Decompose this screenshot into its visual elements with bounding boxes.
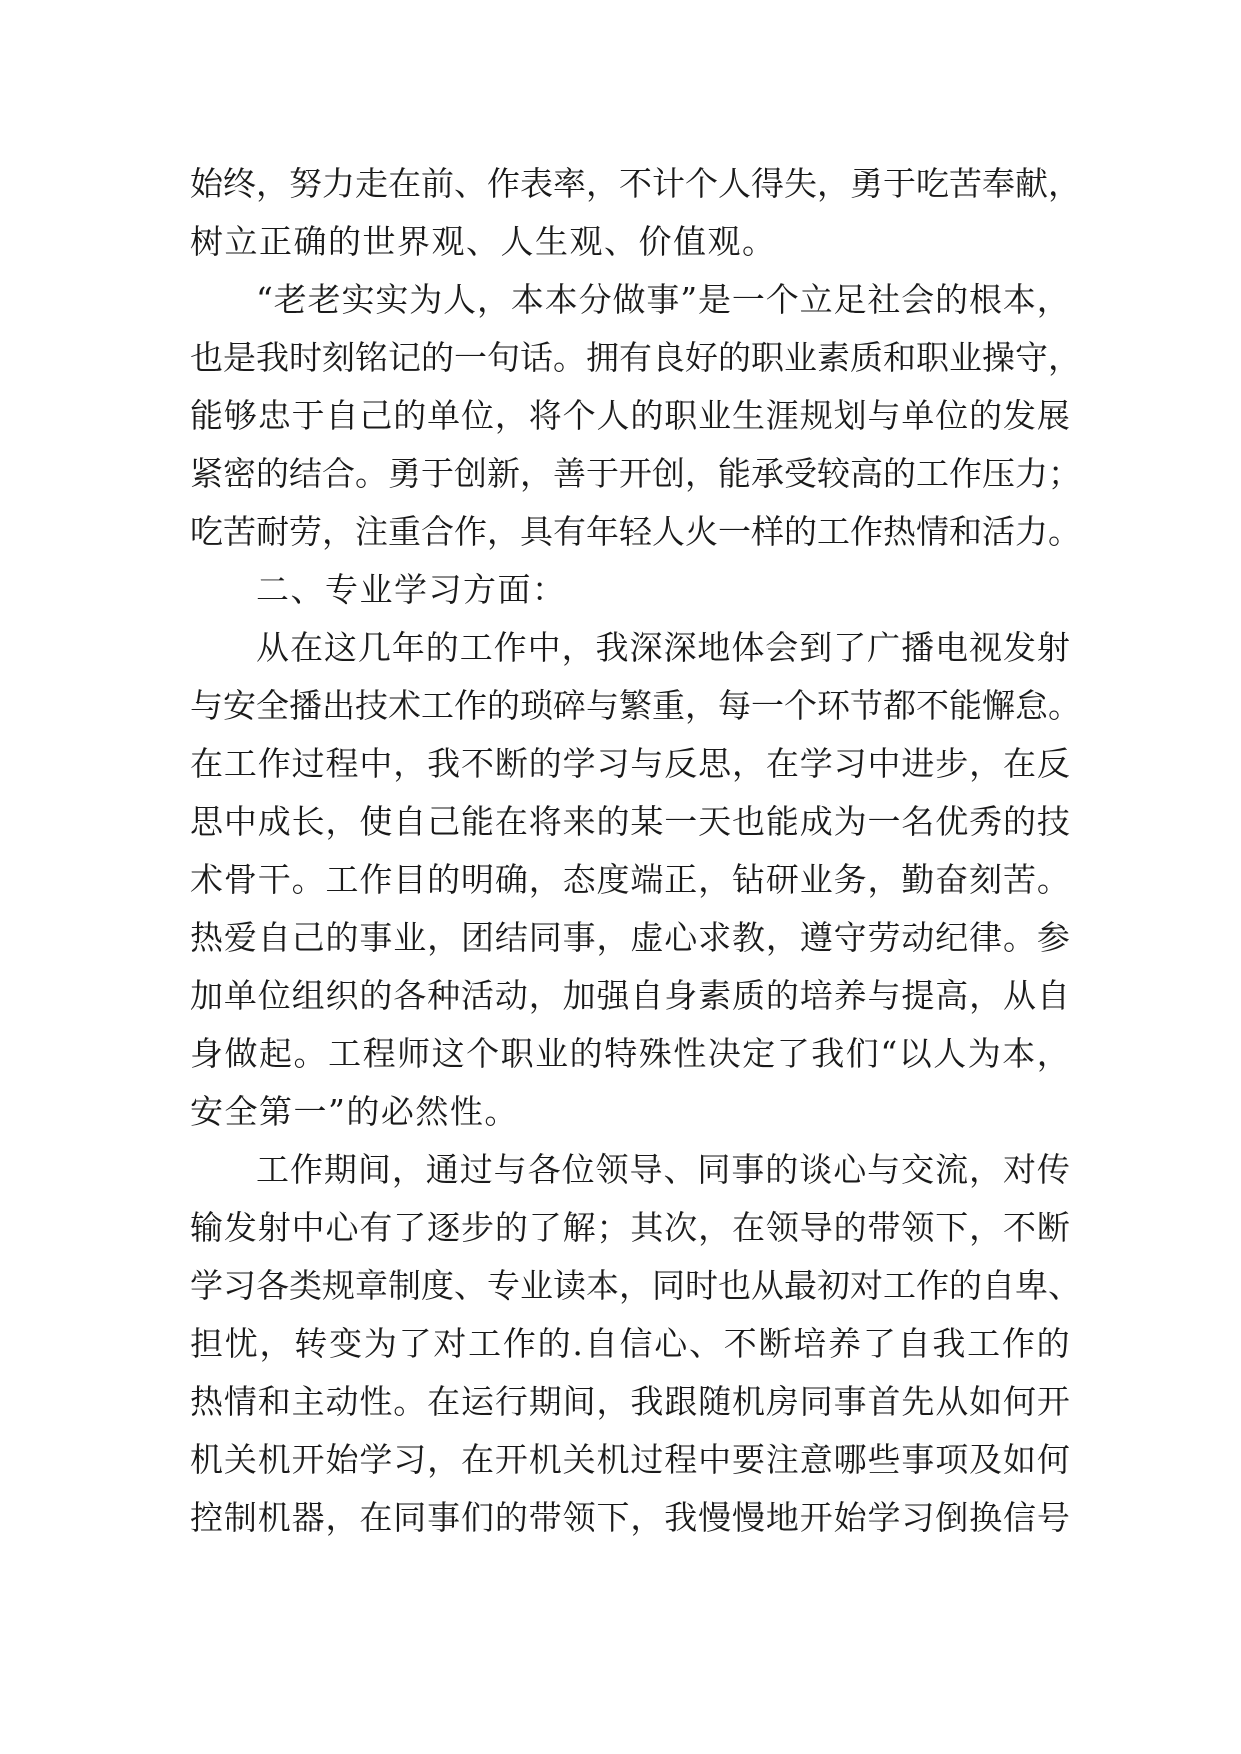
text-line: 输 发 射 中 心 有 了 逐 步 的 了 解 ； 其 次 ， 在 领 导 的 带 领 下 ， 不 断 — [190, 1208, 1070, 1247]
text-line: 与 安 全 播 出 技 术 工 作 的 琐 碎 与 繁 重 ， 每 一 个 环 节 都 不 能 懈 怠 。 — [190, 686, 1081, 725]
text-line: 树立正确的世界观、人生观、价值观。 — [190, 222, 777, 261]
text-line: 机 关 机 开 始 学 习 ， 在 开 机 关 机 过 程 中 要 注 意 哪 些 事 项 及 如 何 — [190, 1440, 1070, 1479]
text-line: “ 老 老 实 实 为 人 ， 本 本 分 做 事 ” 是 一 个 立 足 社 会 的 根 本 ， — [256, 280, 1070, 319]
text-line: 也 是 我 时 刻 铭 记 的 一 句 话 。 拥 有 良 好 的 职 业 素 质 和 职 业 操 守 ， — [190, 338, 1081, 377]
text-line: 热 爱 自 己 的 事 业 ， 团 结 同 事 ， 虚 心 求 教 ， 遵 守 劳 动 纪 律 。 参 — [190, 918, 1070, 957]
text-line: 安全第一”的必然性。 — [190, 1092, 519, 1131]
text-line: 二、专业学习方面： — [256, 570, 567, 609]
text-line: 在 工 作 过 程 中 ， 我 不 断 的 学 习 与 反 思 ， 在 学 习 中 进 步 ， 在 反 — [190, 744, 1070, 783]
document-body — [190, 155, 1081, 1547]
text-line: 始 终 ， 努 力 走 在 前 、 作 表 率 ， 不 计 个 人 得 失 ， 勇 于 吃 苦 奉 献 ， — [190, 164, 1081, 203]
text-line: 吃 苦 耐 劳 ， 注 重 合 作 ， 具 有 年 轻 人 火 一 样 的 工 作 热 情 和 活 力 。 — [190, 512, 1081, 551]
text-line: 担 忧 ， 转 变 为 了 对 工 作 的 . 自 信 心 、 不 断 培 养 了 自 我 工 作 的 — [190, 1324, 1070, 1363]
text-line: 控 制 机 器 ， 在 同 事 们 的 带 领 下 ， 我 慢 慢 地 开 始 学 习 倒 换 信 号 — [190, 1498, 1070, 1537]
text-line: 加 单 位 组 织 的 各 种 活 动 ， 加 强 自 身 素 质 的 培 养 与 提 高 ， 从 自 — [190, 976, 1070, 1015]
text-line: 从 在 这 几 年 的 工 作 中 ， 我 深 深 地 体 会 到 了 广 播 电 视 发 射 — [256, 628, 1070, 667]
text-line: 热 情 和 主 动 性 。 在 运 行 期 间 ， 我 跟 随 机 房 同 事 首 先 从 如 何 开 — [190, 1382, 1070, 1421]
text-line: 能 够 忠 于 自 己 的 单 位 ， 将 个 人 的 职 业 生 涯 规 划 与 单 位 的 发 展 — [190, 396, 1070, 435]
text-line: 身 做 起 。 工 程 师 这 个 职 业 的 特 殊 性 决 定 了 我 们 “ 以 人 为 本 ， — [190, 1034, 1070, 1073]
text-line: 紧 密 的 结 合 。 勇 于 创 新 ， 善 于 开 创 ， 能 承 受 较 高 的 工 作 压 力 ； — [190, 454, 1081, 493]
text-line: 思 中 成 长 ， 使 自 己 能 在 将 来 的 某 一 天 也 能 成 为 一 名 优 秀 的 技 — [190, 802, 1070, 841]
text-line: 学 习 各 类 规 章 制 度 、 专 业 读 本 ， 同 时 也 从 最 初 对 工 作 的 自 卑 、 — [190, 1266, 1081, 1305]
text-line: 术 骨 干 。 工 作 目 的 明 确 ， 态 度 端 正 ， 钻 研 业 务 ， 勤 奋 刻 苦 。 — [190, 860, 1070, 899]
text-line: 工 作 期 间 ， 通 过 与 各 位 领 导 、 同 事 的 谈 心 与 交 流 ， 对 传 — [256, 1150, 1070, 1189]
